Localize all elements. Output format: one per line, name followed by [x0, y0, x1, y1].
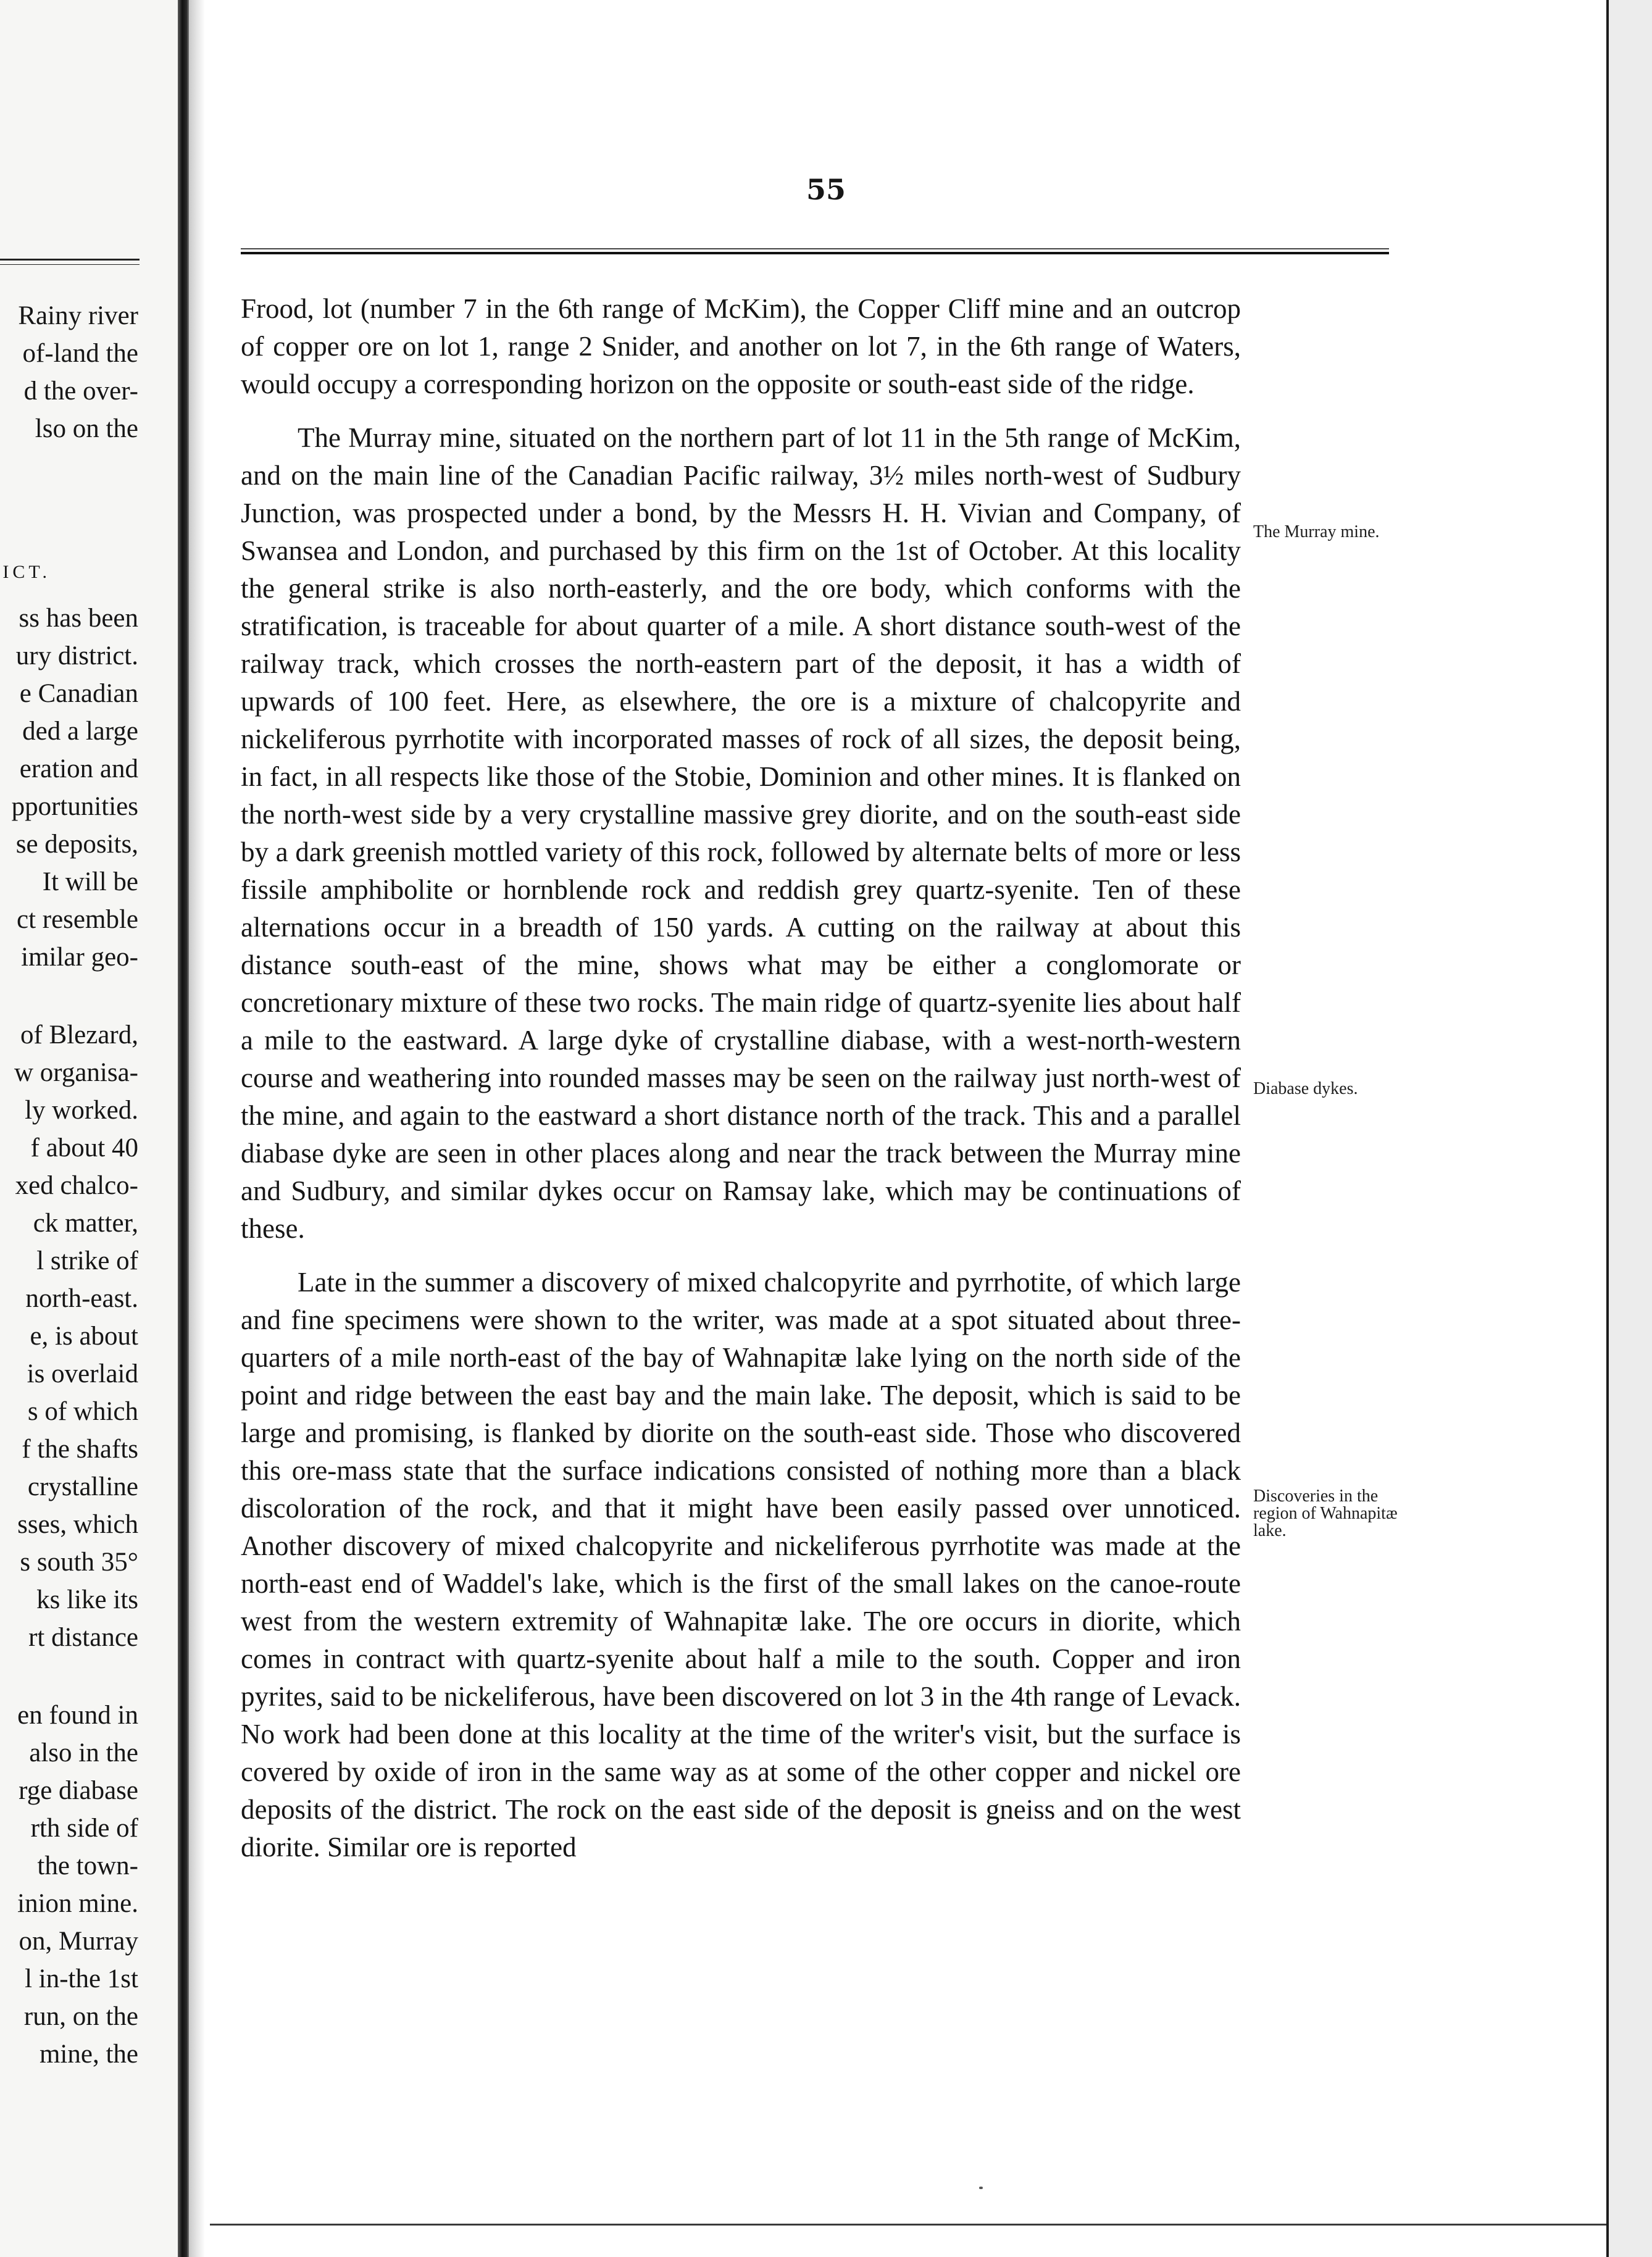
left-page-line: It will be — [42, 867, 138, 896]
left-page-line: of-land the — [22, 339, 138, 368]
left-page-line: s of which — [27, 1397, 138, 1426]
left-page-line: run, on the — [23, 2002, 138, 2031]
left-page-line: eration and — [19, 754, 138, 783]
left-page-section-heading: ICT. — [2, 562, 51, 582]
header-rule — [241, 248, 1389, 257]
left-page-line: pportunities — [11, 792, 138, 821]
left-page-line: Rainy river — [18, 301, 138, 330]
left-page-line: f about 40 — [30, 1133, 138, 1162]
left-page-line: l in-the 1st — [25, 1964, 138, 1993]
left-page-line: ks like its — [36, 1585, 138, 1614]
left-page-line: inion mine. — [17, 1889, 138, 1918]
left-page-line: se deposits, — [15, 830, 138, 859]
left-page-line: ded a large — [22, 717, 138, 746]
left-page-line: d the over- — [23, 377, 138, 406]
page-number: 55 — [806, 173, 846, 206]
page-bottom-edge — [210, 2224, 1606, 2226]
scan-speck — [979, 2187, 983, 2189]
left-page-line: ct resemble — [17, 905, 138, 934]
left-page-line: w organisa- — [14, 1058, 138, 1087]
left-page-line: north-east. — [25, 1284, 138, 1313]
left-page-line: ury district. — [15, 641, 138, 670]
body-text — [241, 290, 1241, 1882]
paragraph-continuation: Frood, lot (number 7 in the 6th range of McKim), the Copper Cliff mine and an outcrop of copper ore on lot 1, range 2 Snider, and another on lot 7, in the 6th range of Waters, would occupy a corresponding horizon on the opposite or south-east side of the ridge. — [241, 293, 1241, 399]
left-page-line: on, Murray — [19, 1927, 138, 1956]
left-page-header-rule — [0, 259, 140, 265]
left-page-line: lso on the — [35, 414, 138, 443]
margin-note-wahnapitae-discoveries: Discoveries in the region of Wahnapitæ lake. — [1253, 1487, 1398, 1540]
left-page-line: ck matter, — [33, 1209, 138, 1238]
left-page-line: rge diabase — [19, 1776, 138, 1805]
left-page-line: rt distance — [28, 1623, 138, 1652]
left-page-line: sses, which — [17, 1510, 138, 1539]
header-rule-thin-line — [241, 248, 1389, 249]
gutter-shadow — [189, 0, 205, 2257]
margin-note-murray-mine: The Murray mine. — [1253, 522, 1380, 541]
left-page-line: s south 35° — [20, 1548, 138, 1577]
paragraph-murray-mine: The Murray mine, situated on the northern part of lot 11 in the 5th range of McKim, and on the main line of the Canadian Pacific railway, 3½ miles north-west of Sudbury Junction, was prospected under a bond, by the Messrs H. H. Vivian and Company, of Swansea and London, and purchased by this firm on the 1st of October. At this locality the general strike is also north-easterly, and the ore body, which conforms with the stratification, is traceable for about quarter of a mile. A short distance south-west of the railway track, which crosses the north-eastern part of the deposit, it has a width of upwards of 100 feet. Here, as elsewhere, the ore is a mixture of chalcopyrite and nickeliferous pyrrhotite with incorporated masses of rock of all sizes, the deposit being, in fact, in all respects like those of the Stobie, Dominion and other mines. It is flanked on the north-west side by a very crystalline massive grey diorite, and on the south-east side by a dark greenish mottled variety of this rock, followed by alternate belts of more or less fissile amphibolite or hornblende rock and reddish grey quartz-syenite. Ten of these alternations occur in a breadth of 150 yards. A cutting on the railway at about this distance south-east of the mine, shows what may be either a conglomorate or concretionary mixture of these two rocks. The main ridge of quartz-syenite lies about half a mile to the eastward. A large dyke of crystalline diabase, with a west-north-western course and weathering into rounded masses may be seen on the railway just north-west of the mine, and again to the eastward a short distance north of the track. This and a parallel diabase dyke are seen in other places along and near the track between the Murray mine and Sudbury, and similar dykes occur on Ramsay lake, which may be continuations of these. — [241, 422, 1241, 1244]
left-page-line: xed chalco- — [15, 1171, 138, 1200]
left-page-line: the town- — [37, 1851, 138, 1880]
left-page-line: ly worked. — [25, 1096, 138, 1125]
binding-gutter — [178, 0, 189, 2257]
left-page-line: en found in — [17, 1701, 138, 1730]
left-page-line: crystalline — [27, 1472, 138, 1501]
left-page-line: mine, the — [39, 2040, 138, 2069]
left-page-line: is overlaid — [27, 1359, 138, 1388]
margin-note-diabase-dykes: Diabase dykes. — [1253, 1079, 1358, 1098]
left-page-line: l strike of — [36, 1246, 138, 1275]
paragraph-wahnapitae-discoveries: Late in the summer a discovery of mixed chalcopyrite and pyrrhotite, of which large and fine specimens were shown to the writer, was made at a spot situated about three-quarters of a mile north-east of the bay of Wahnapitæ lake lying on the north side of the point and ridge between the east bay and the main lake. The deposit, which is said to be large and promising, is flanked by diorite on the south-east side. Those who discovered this ore-mass state that the surface indications consisted of nothing more than a black discoloration of the rock, and that it might have been easily passed over unnoticed. Another discovery of mixed chalcopyrite and nickeliferous pyrrhotite was made at the north-east end of Waddel's lake, which is the first of the small lakes on the canoe-route west from the western extremity of Wahnapitæ lake. The ore occurs in diorite, which comes in contract with quartz-syenite about half a mile to the south. Copper and iron pyrites, said to be nickeliferous, have been discovered on lot 3 in the 4th range of Levack. No work had been done at this locality at the time of the writer's visit, but the surface is covered by oxide of iron in the same way as at some of the other copper and nickel ore deposits of the district. The rock on the east side of the deposit is gneiss and on the west diorite. Similar ore is reported — [241, 1267, 1241, 1863]
left-page-line: e Canadian — [19, 679, 138, 708]
left-page-line: of Blezard, — [20, 1020, 138, 1049]
left-page-line: ss has been — [19, 604, 138, 633]
scan-background-strip — [1609, 0, 1652, 2257]
left-page-line: e, is about — [30, 1322, 138, 1351]
left-page-line: also in the — [29, 1738, 138, 1767]
left-page-line: imilar geo- — [21, 943, 138, 972]
left-page-fragment — [0, 0, 183, 2257]
left-page-line: f the shafts — [22, 1435, 138, 1464]
header-rule-thick-line — [241, 252, 1389, 254]
left-page-line: rth side of — [30, 1814, 138, 1843]
